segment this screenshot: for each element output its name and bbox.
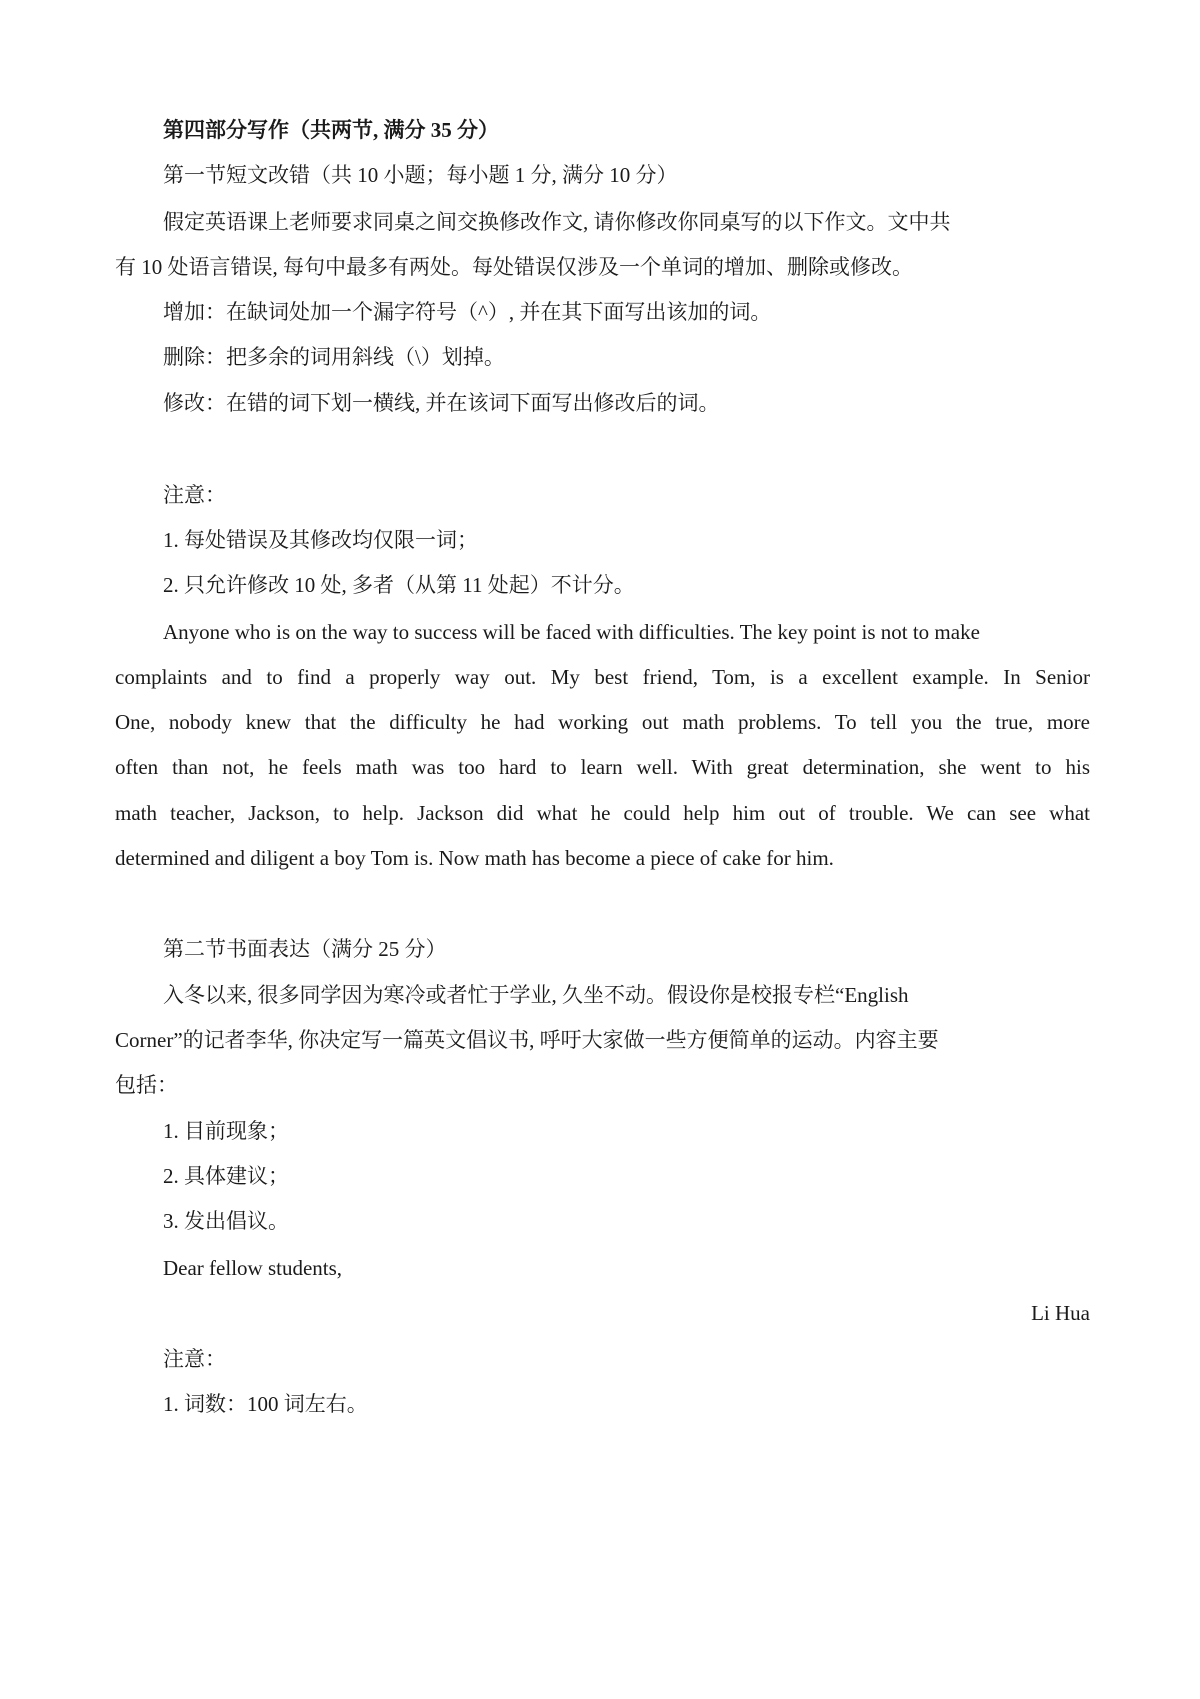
section1-note: 1. 每处错误及其修改均仅限一词； [163, 528, 478, 552]
passage-line: One, nobody knew that the difficulty he had working out math problems. To tell you the true, more [115, 710, 1090, 734]
letter-salutation: Dear fellow students, [163, 1256, 343, 1280]
section2-note-title: 注意： [163, 1347, 226, 1371]
content-point: 3. 发出倡议。 [163, 1209, 289, 1233]
passage-line: complaints and to find a properly way out. My best friend, Tom, is a excellent example. In Senior [115, 665, 1090, 689]
rule-delete: 删除：把多余的词用斜线（\）划掉。 [163, 345, 505, 369]
section1-intro-line: 有 10 处语言错误, 每句中最多有两处。每处错误仅涉及一个单词的增加、删除或修改。 [115, 255, 913, 279]
section2-note: 1. 词数：100 词左右。 [163, 1392, 368, 1416]
letter-signature: Li Hua [1031, 1301, 1090, 1325]
section2-intro-line: 包括： [115, 1073, 178, 1097]
section1-note-title: 注意： [163, 483, 226, 507]
passage-line: often than not, he feels math was too hard to learn well. With great determination, she went to his [115, 755, 1090, 779]
content-point: 1. 目前现象； [163, 1119, 289, 1143]
rule-modify: 修改：在错的词下划一横线, 并在该词下面写出修改后的词。 [163, 391, 720, 415]
section2-intro-line: Corner”的记者李华, 你决定写一篇英文倡议书, 呼吁大家做一些方便简单的运动。内容主要 [115, 1028, 939, 1052]
section2-intro-line: 入冬以来, 很多同学因为寒冷或者忙于学业, 久坐不动。假设你是校报专栏“English [163, 983, 909, 1007]
passage-line: Anyone who is on the way to success will be faced with difficulties. The key point is not to make [163, 620, 980, 644]
rule-add: 增加：在缺词处加一个漏字符号（^）, 并在其下面写出该加的词。 [163, 300, 772, 324]
section1-intro-line: 假定英语课上老师要求同桌之间交换修改作文, 请你修改你同桌写的以下作文。文中共 [163, 210, 951, 234]
section1-title: 第一节短文改错（共 10 小题；每小题 1 分, 满分 10 分） [163, 163, 678, 187]
passage-line: determined and diligent a boy Tom is. Now math has become a piece of cake for him. [115, 846, 834, 870]
content-point: 2. 具体建议； [163, 1164, 289, 1188]
section1-note: 2. 只允许修改 10 处, 多者（从第 11 处起）不计分。 [163, 573, 635, 597]
section2-title: 第二节书面表达（满分 25 分） [163, 937, 447, 961]
part-title: 第四部分写作（共两节, 满分 35 分） [163, 118, 499, 142]
passage-line: math teacher, Jackson, to help. Jackson did what he could help him out of trouble. We can see what [115, 801, 1090, 825]
